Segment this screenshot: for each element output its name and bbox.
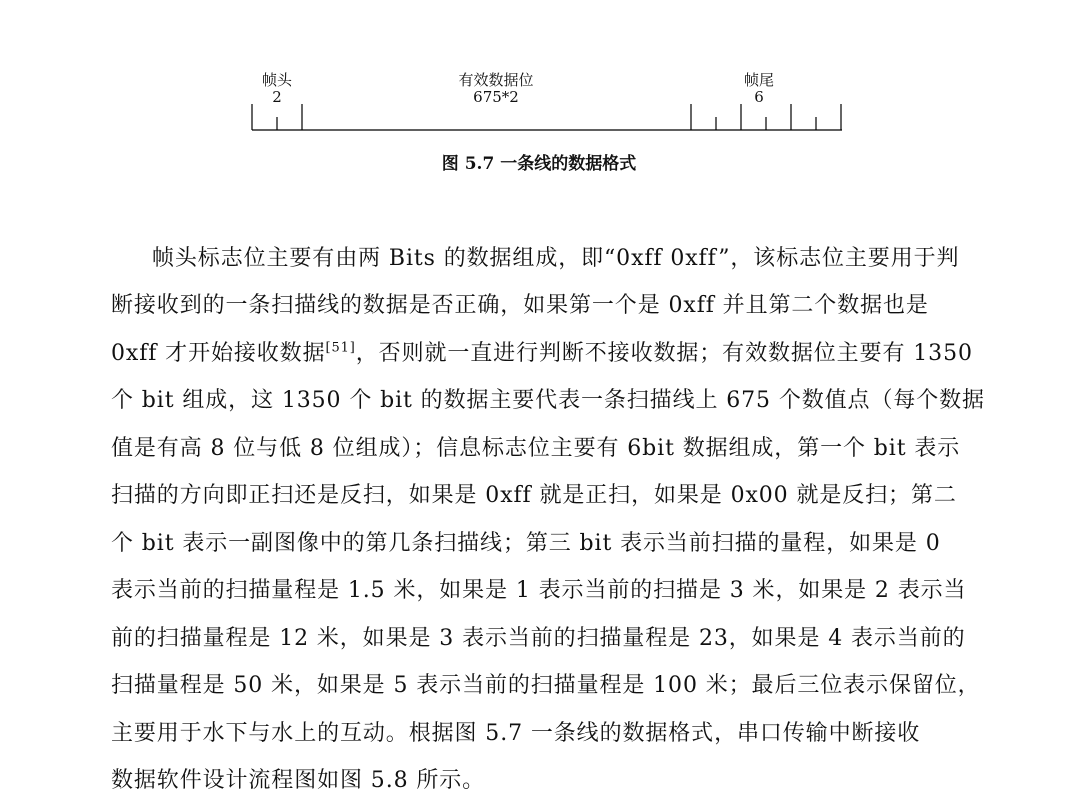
paragraph-line: 数据软件设计流程图如图 5.8 所示。 [111, 768, 486, 793]
paragraph-line: 个 bit 表示一副图像中的第几条扫描线；第三 bit 表示当前扫描的量程，如果是 0 [111, 531, 941, 556]
paragraph-line [111, 339, 973, 369]
line-text-after-ref: ，否则就一直进行判断不接收数据；有效数据位主要有 1350 [355, 341, 973, 366]
segment-payload-label [436, 72, 556, 106]
segment-payload-value: 675*2 [473, 88, 519, 106]
data-format-diagram [0, 0, 1078, 140]
paragraph-line: 个 bit 组成，这 1350 个 bit 的数据主要代表一条扫描线上 675 个数值点（每个数据 [111, 388, 985, 413]
paragraph-line: 表示当前的扫描量程是 1.5 米，如果是 1 表示当前的扫描是 3 米，如果是 2 表示当 [111, 578, 967, 603]
segment-header-label [227, 72, 327, 106]
paragraph-line: 前的扫描量程是 12 米，如果是 3 表示当前的扫描量程是 23，如果是 4 表示当前的 [111, 626, 966, 651]
segment-footer-label [709, 72, 809, 106]
paragraph-line: 值是有高 8 位与低 8 位组成）；信息标志位主要有 6bit 数据组成，第一个 bit 表示 [111, 436, 961, 461]
segment-footer-name: 帧尾 [743, 71, 774, 89]
segment-header-name: 帧头 [261, 71, 292, 89]
segment-header-value: 2 [272, 88, 282, 106]
line-text-before-ref: 0xff 才开始接收数据 [111, 341, 326, 366]
frame-ruler [0, 0, 1078, 140]
segment-payload-name: 有效数据位 [458, 71, 534, 89]
paragraph-line: 断接收到的一条扫描线的数据是否正确，如果第一个是 0xff 并且第二个数据也是 [111, 293, 929, 318]
citation-ref: [51] [325, 340, 356, 356]
figure-caption: 图 5.7 一条线的数据格式 [441, 154, 637, 174]
segment-footer-value: 6 [754, 88, 764, 106]
paragraph-line: 主要用于水下与水上的互动。根据图 5.7 一条线的数据格式，串口传输中断接收 [111, 721, 921, 746]
paragraph-line: 帧头标志位主要有由两 Bits 的数据组成，即“0xff 0xff”，该标志位主要用于判 [152, 246, 960, 271]
paragraph-line: 扫描的方向即正扫还是反扫，如果是 0xff 就是正扫，如果是 0x00 就是反扫；第二 [111, 483, 957, 508]
paragraph-line: 扫描量程是 50 米，如果是 5 表示当前的扫描量程是 100 米；最后三位表示保留位， [111, 673, 981, 698]
